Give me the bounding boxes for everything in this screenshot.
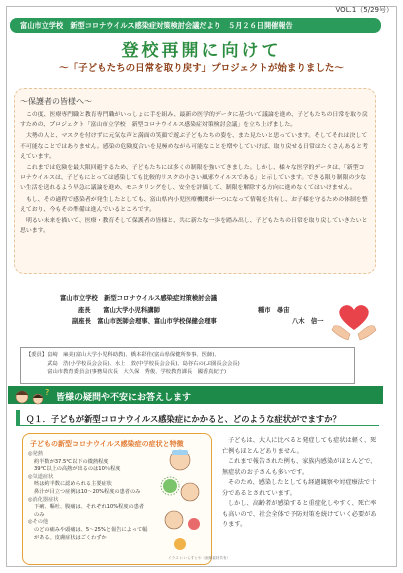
symptom-illustrations (150, 444, 210, 552)
answer-paragraph: そのため、感染したとしても経過観察や対症療法で十分であるとされています。 (222, 479, 377, 497)
symptom-item: 約半数が37.5℃以下の微熱程度 (34, 458, 109, 465)
members-line: 【委員】畠崎 麻美(富山大学小児科助教)、橋本彩佳(富山県保健所参事、医師)、 (26, 352, 220, 358)
signature-vice-name: 八木 信一 (292, 318, 324, 325)
signature-chair-role: 座長 富山大学小児科講師 (78, 307, 160, 314)
svg-text:?: ? (45, 388, 50, 397)
answer-paragraph: これまで報告された例も、家族内感染がほとんどで、無症状のお子さんも多いです。 (222, 458, 377, 476)
symptom-card-title: 子どもの新型コロナウイルス感染症の症状と特徴 (30, 440, 184, 448)
members-line: 武島 浩(小学校長会会長)、水上 敦(中学校長会会長)、島谷右の(ぷ園長会会長) (26, 360, 240, 367)
signature-vice-role: 副座長 富山市医師会理事、富山市学校保健会理事 (72, 318, 217, 325)
qa-section-title: 皆様の疑問や不安にお答えします (56, 393, 192, 403)
greeting-heading: ～保護者の皆様へ～ (20, 97, 92, 106)
symptom-section-head: ◎その他 (28, 519, 49, 526)
greeting-paragraph: 明るい未来を描いて、医療・教育そして保護者の皆様と、共に新たな一歩を踏み出し、子どもたちの日常を取り戻していきたいと思います。 (20, 218, 368, 235)
heart-hands-illustration (330, 300, 378, 342)
coughing-child-icon (181, 483, 199, 501)
answer-body (222, 436, 382, 531)
greeting-paragraph: これまでは危険を最大限回避するため、子どもたちには多くの制限を強いてきました。しかし、様々な医学的データは、「新型コロナウイルスは、子どもにとっては感染しても比較的リスクの小さい風邪ウイルスである」と示しています。できる限り制限の少ない生活を送れるよう早急に議論を進め、モニタリングをし、安全を評価して、制限を解除する方向に進めなくてはいけません。 (20, 165, 367, 192)
symptom-section-head: ◎消化器症状 (28, 496, 59, 503)
symptom-item: のどの痛みや頭痛は、5～25%と報告によって幅がある。皮膚症状はごくわずか (34, 526, 148, 541)
right-hand-icon (358, 326, 376, 340)
answer-paragraph: 子どもは、大人に比べると発症しても症状は軽く、死亡例もほとんどありません。 (222, 437, 377, 455)
members-box (20, 347, 355, 384)
virus-icon (174, 538, 186, 550)
symptom-section-head: ◎発熱 (28, 451, 43, 457)
greeting-paragraph: この度、医療専門職と教育専門職がいっしょに手を組み、最新の医学的データに基づいて議論を進め、子どもたちの日常を取り戻すための、プロジェクト「富山市立学校 新型コロナウイルス感染症対策検討会議」を立ち上げました。 (20, 112, 368, 129)
symptom-card-body (28, 451, 148, 542)
symptom-item: 下痢、嘔吐、腹痛は、それぞれ10%程度の患者のみ (34, 504, 145, 518)
volume-label: VOL.1（5/29号） (335, 6, 393, 14)
hair-icon (16, 391, 28, 395)
question-1: Ｑ１．子どもが新型コロナウイルス感染症にかかると、どのような症状がでますか？ (26, 414, 341, 424)
left-hand-icon (332, 326, 350, 340)
greeting-body (20, 110, 370, 237)
header-banner (10, 18, 381, 33)
signature-chair-name: 種市 尋宙 (258, 307, 290, 314)
symptom-section-head: ◎気道症状 (28, 473, 54, 480)
page-subtitle: ～「子どもたちの日常を取り戻す」プロジェクトが始まりました～ (59, 63, 344, 74)
answer-paragraph: しかし、高齢者が感染すると重症化しやすく、死亡率も高いので、社会全体で予防対策を続けていく必要があります。 (222, 500, 377, 528)
ice-pack-icon (172, 450, 188, 455)
symptom-item: 鼻汁が目立つ症例は10～20%程度の患者のみ (34, 488, 141, 495)
header-text: 富山市立学校 新型コロナウイルス感染症対策検討会議だより ５月２６日開催報告 (20, 20, 293, 30)
signature-org: 富山市立学校 新型コロナウイルス感染症対策検討会議 (60, 295, 218, 302)
symptom-item: 咳は約半数に認められる主要症状 (34, 481, 112, 488)
family-illustration (12, 387, 52, 411)
greeting-paragraph: もし、その過程で感染者が発生したとしても、富山県内小児医療機関が一つになって情報を共有し、お子様を守るための体制を整えており、今もその準備は進んでいるところです。 (20, 196, 368, 213)
greeting-paragraph: 大勢の人と、マスクを付けずに元気な声と満面の笑顔で遊ぶ子どもたちの姿を、また見たいと思っています。そしてそれは決して不可能なことではありません。感染の危険度合いを見極めながら可能なことを増やしていけば、取り戻せる日常はたくさんあると考えています。 (20, 133, 368, 160)
illustration-credit: イラスト:いらすとや（画像素材共有） (168, 556, 231, 560)
members-line: 富山市教育委員会(事務局次長 大久保 秀俊、学校教育課長 國香真紀子) (26, 369, 227, 376)
symptom-item: 39℃以上の高熱が出るのは10％程度 (34, 466, 121, 473)
virus-icon (163, 479, 177, 493)
heart-icon (339, 305, 368, 330)
page-title: 登校再開に向けて (121, 41, 282, 61)
virus-icon (188, 518, 200, 530)
stomachache-child-icon (165, 511, 183, 529)
